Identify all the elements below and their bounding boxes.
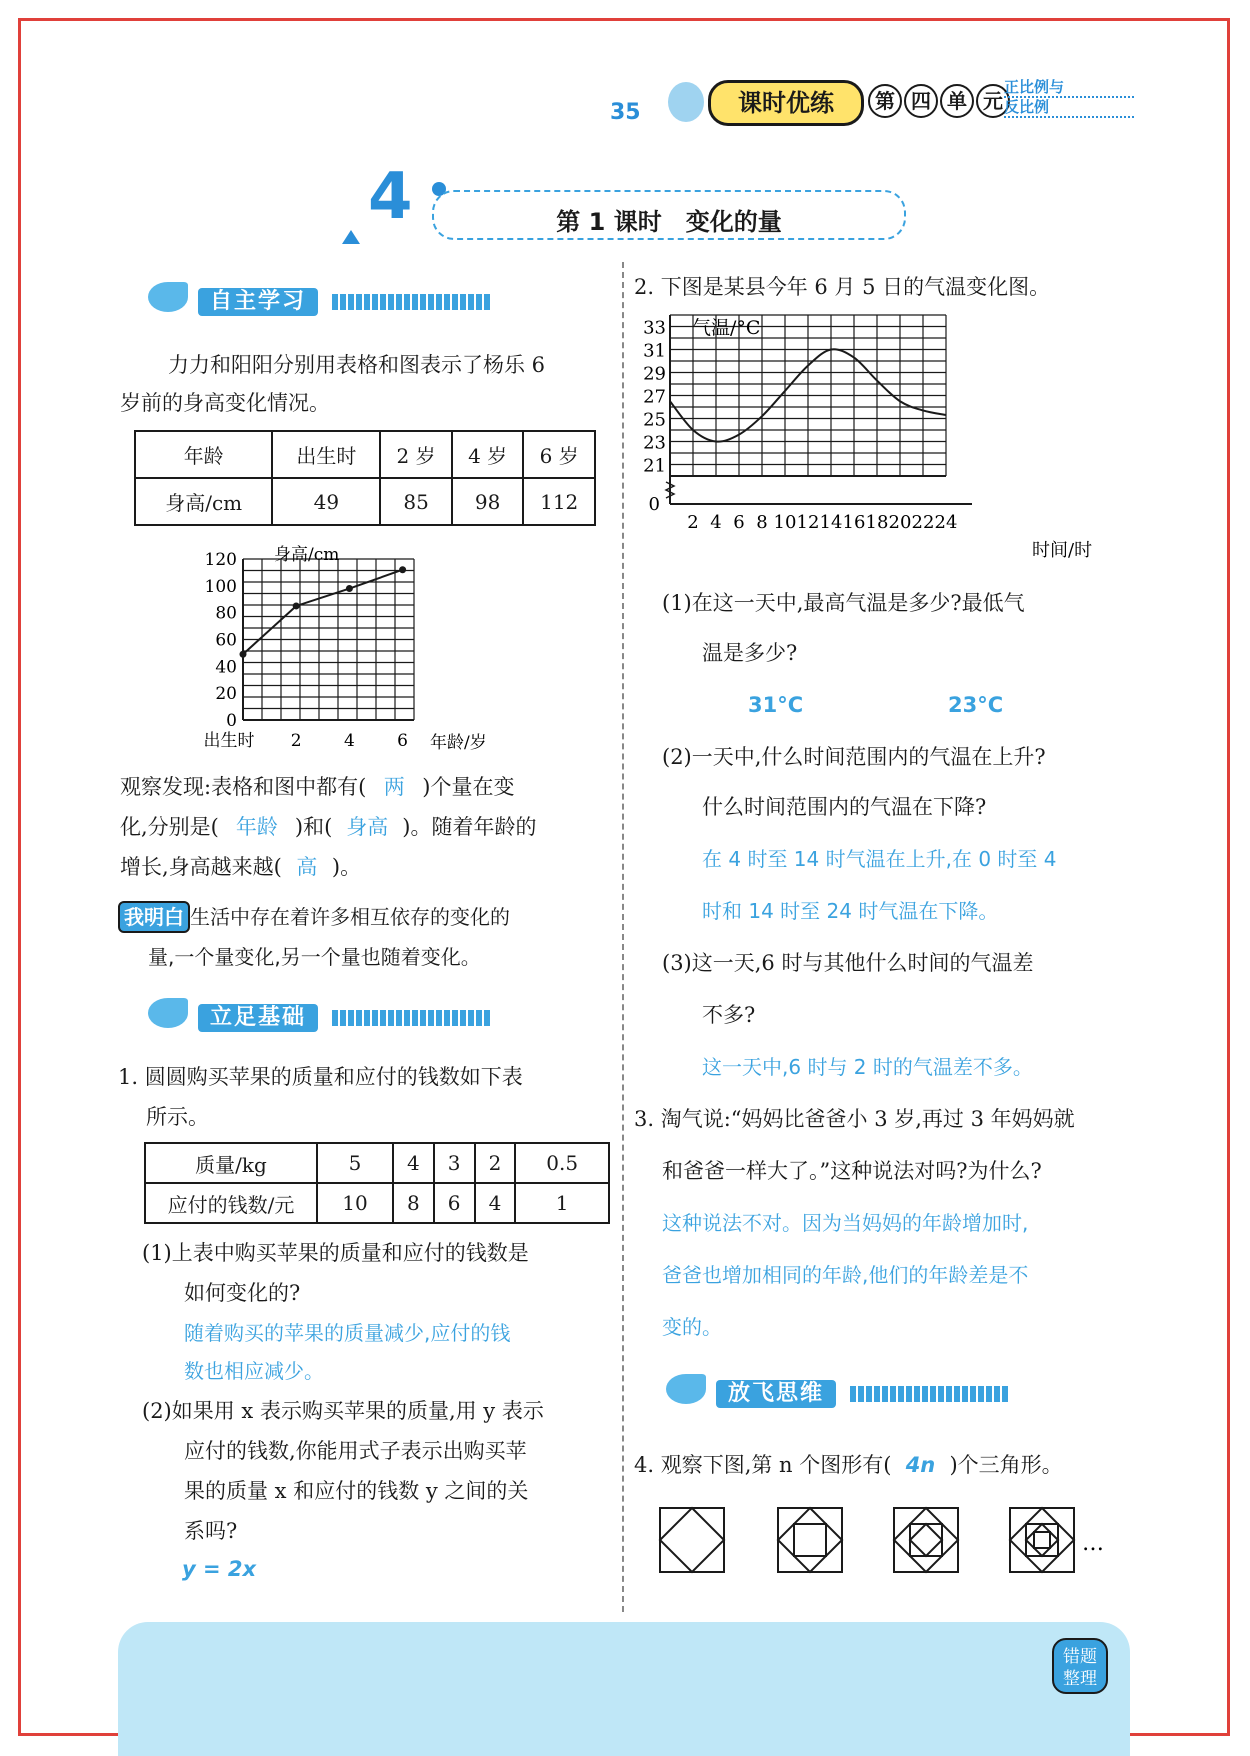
q2-answer-min: 23°C [948, 693, 1004, 717]
x-tick-label: 6 [733, 512, 745, 533]
data-point [346, 585, 353, 592]
q2-part: 什么时间范围内的气温在下降? [702, 795, 987, 819]
table-cell: 98 [452, 478, 524, 525]
x-tick-label: 2 [290, 731, 302, 751]
observe-line [120, 848, 361, 886]
table-row [145, 1143, 609, 1183]
x-tick-label: 12 [796, 512, 820, 533]
q2-answer: 这一天中,6 时与 2 时的气温差不多。 [702, 1055, 1033, 1079]
q2-part: (2)一天中,什么时间范围内的气温在上升? [662, 745, 1046, 769]
data-point [293, 602, 300, 609]
table-cell: 年龄 [135, 431, 272, 478]
answer: 4n [905, 1453, 936, 1477]
q3-answer: 爸爸也增加相同的年龄,他们的年龄差是不 [662, 1263, 1029, 1287]
q1-answer: 随着购买的苹果的质量减少,应付的钱 [184, 1321, 511, 1345]
q3-answer: 变的。 [662, 1315, 722, 1339]
data-point [240, 651, 247, 658]
x-tick-label: 22 [911, 512, 935, 533]
section-label: 自主学习 [198, 288, 318, 316]
lesson-title: 第 1 课时 变化的量 [556, 208, 782, 236]
bird-icon [148, 998, 188, 1028]
topic-line: 反比例 [1004, 98, 1134, 118]
unit-char: 四 [904, 84, 938, 118]
unit-char: 第 [868, 84, 902, 118]
answer: 年龄 [235, 815, 278, 839]
text: 观察发现:表格和图中都有( [120, 775, 367, 799]
observe-line [120, 808, 536, 846]
table-row [135, 478, 595, 525]
q1-part: 系吗? [184, 1519, 238, 1543]
x-tick-label: 出生时 [203, 731, 255, 751]
section-bar [332, 294, 492, 310]
q2-answer-max: 31°C [748, 693, 804, 717]
q2-answer: 时和 14 时至 24 时气温在下降。 [702, 899, 999, 923]
y-tick-label: 21 [643, 455, 666, 477]
table-cell: 出生时 [272, 431, 380, 478]
table-cell: 4 [393, 1143, 434, 1183]
intro-line: 力力和阳阳分别用表格和图表示了杨乐 6 [168, 353, 546, 377]
y-tick-label: 100 [204, 576, 237, 597]
chart-xlabel: 时间/时 [1032, 540, 1093, 561]
table-cell: 85 [380, 478, 452, 525]
text: )个三角形。 [949, 1453, 1063, 1477]
q4-stem [634, 1446, 1063, 1484]
table-cell: 3 [434, 1143, 475, 1183]
text: 4. 观察下图,第 n 个图形有( [634, 1453, 892, 1477]
x-tick-label: 6 [397, 731, 409, 751]
q2-part: 不多? [702, 1003, 756, 1027]
triangle-figures [656, 1500, 1116, 1580]
q1-part: 应付的钱数,你能用式子表示出购买苹 [184, 1439, 527, 1463]
section-self-study [148, 282, 548, 322]
section-basics [148, 998, 548, 1038]
y-tick-label: 33 [643, 317, 666, 339]
table-cell: 6 岁 [523, 431, 595, 478]
lesson-number: 4 [368, 160, 413, 234]
table-cell: 0.5 [515, 1143, 609, 1183]
y-tick-label: 25 [643, 409, 666, 431]
q1-part: 如何变化的? [184, 1281, 301, 1305]
column-divider [622, 262, 624, 1612]
q1-part: (1)上表中购买苹果的质量和应付的钱数是 [142, 1241, 529, 1265]
q1-stem: 1. 圆圆购买苹果的质量和应付的钱数如下表 [118, 1065, 523, 1089]
table-cell: 10 [317, 1183, 393, 1223]
text: 增长,身高越来越( [120, 855, 282, 879]
q2-part: 温是多少? [702, 641, 798, 665]
q1-answer: 数也相应减少。 [184, 1359, 324, 1383]
understand-badge: 我明白 [118, 901, 190, 933]
table-cell: 1 [515, 1183, 609, 1223]
x-tick-label: 2 [687, 512, 699, 533]
table-cell: 应付的钱数/元 [145, 1183, 317, 1223]
y-tick-label: 27 [643, 386, 666, 408]
section-thinking [666, 1374, 1066, 1414]
q1-part: (2)如果用 x 表示购买苹果的质量,用 y 表示 [142, 1399, 544, 1423]
figure-4 [1010, 1508, 1074, 1572]
height-table [134, 430, 596, 526]
q2-part: (3)这一天,6 时与其他什么时间的气温差 [662, 951, 1034, 975]
table-cell: 身高/cm [135, 478, 272, 525]
x-tick-label: 24 [934, 512, 958, 533]
observe-line [120, 768, 514, 806]
unit-char: 单 [940, 84, 974, 118]
page-number: 35 [610, 100, 641, 125]
badge-line: 整理 [1063, 1669, 1097, 1689]
table-cell: 2 岁 [380, 431, 452, 478]
y-tick-label: 120 [204, 550, 237, 570]
chart-xlabel: 年龄/岁 [430, 733, 487, 753]
unit-topic [1004, 78, 1134, 118]
chart-ylabel: 气温/°C [692, 317, 761, 339]
ellipsis: … [1082, 1531, 1104, 1556]
topic-line: 正比例与 [1004, 78, 1134, 98]
footer-band [118, 1622, 1130, 1756]
q1-answer: y = 2x [182, 1557, 257, 1581]
bird-icon [148, 282, 188, 312]
x-tick-label: 4 [343, 731, 355, 751]
text: )。 [331, 855, 362, 879]
understand-line: 量,一个量变化,另一个量也随着变化。 [148, 945, 481, 969]
table-cell: 2 [475, 1143, 516, 1183]
section-bar [850, 1386, 1010, 1402]
answer: 两 [383, 775, 405, 799]
figure-1 [660, 1508, 724, 1572]
table-cell: 8 [393, 1183, 434, 1223]
y-tick-label: 40 [215, 657, 237, 678]
series-header [668, 78, 1128, 124]
figure-3 [894, 1508, 958, 1572]
height-chart [203, 536, 530, 766]
q2-answer: 在 4 时至 14 时气温在上升,在 0 时至 4 [702, 847, 1057, 871]
origin-label: 0 [648, 494, 660, 515]
q3-stem: 3. 淘气说:“妈妈比爸爸小 3 岁,再过 3 年妈妈就 [634, 1107, 1075, 1131]
section-label: 放飞思维 [716, 1380, 836, 1408]
y-tick-label: 23 [643, 432, 666, 454]
x-tick-label: 16 [842, 512, 866, 533]
lesson-title-box [432, 190, 906, 240]
table-cell: 112 [523, 478, 595, 525]
table-cell: 4 [475, 1183, 516, 1223]
mascot-icon [668, 82, 704, 122]
section-bar [332, 1010, 492, 1026]
table-cell: 质量/kg [145, 1143, 317, 1183]
unit-char: 元 [976, 84, 1010, 118]
x-tick-label: 14 [819, 512, 843, 533]
intro-line: 岁前的身高变化情况。 [120, 391, 330, 415]
y-tick-label: 0 [226, 711, 237, 731]
x-tick-label: 4 [710, 512, 722, 533]
table-row [135, 431, 595, 478]
answer: 身高 [346, 815, 389, 839]
series-title: 课时优练 [708, 80, 864, 126]
text: )个量在变 [422, 775, 515, 799]
x-tick-label: 10 [773, 512, 797, 533]
table-cell: 5 [317, 1143, 393, 1183]
answer: 高 [296, 855, 318, 879]
understand-line [118, 898, 510, 936]
temperature-chart [643, 316, 1130, 566]
chart-ylabel: 身高/cm [274, 545, 340, 565]
text: )和( [294, 815, 333, 839]
x-tick-label: 20 [888, 512, 912, 533]
text: 化,分别是( [120, 815, 219, 839]
q2-stem: 2. 下图是某县今年 6 月 5 日的气温变化图。 [634, 275, 1051, 299]
q3-stem: 和爸爸一样大了。”这种说法对吗?为什么? [662, 1159, 1042, 1183]
q1-part: 果的质量 x 和应付的钱数 y 之间的关 [184, 1479, 529, 1503]
x-tick-label: 8 [756, 512, 768, 533]
apple-table [144, 1142, 610, 1224]
lesson-banner [336, 160, 908, 244]
figure-2 [778, 1508, 842, 1572]
error-review-badge [1052, 1638, 1108, 1694]
x-tick-label: 18 [865, 512, 889, 533]
y-tick-label: 60 [215, 630, 237, 651]
q1-stem: 所示。 [146, 1105, 209, 1129]
table-cell: 6 [434, 1183, 475, 1223]
y-tick-label: 29 [643, 363, 666, 385]
y-tick-label: 31 [643, 340, 666, 362]
q3-answer: 这种说法不对。因为当妈妈的年龄增加时, [662, 1211, 1029, 1235]
table-cell: 4 岁 [452, 431, 524, 478]
section-label: 立足基础 [198, 1004, 318, 1032]
table-cell: 49 [272, 478, 380, 525]
text: 生活中存在着许多相互依存的变化的 [190, 905, 510, 929]
table-row [145, 1183, 609, 1223]
triangle-icon [342, 230, 360, 244]
data-point [399, 566, 406, 573]
q2-part: (1)在这一天中,最高气温是多少?最低气 [662, 591, 1025, 615]
text: )。随着年龄的 [402, 815, 537, 839]
badge-line: 错题 [1063, 1647, 1097, 1667]
y-tick-label: 20 [215, 684, 237, 705]
bird-icon [666, 1374, 706, 1404]
y-tick-label: 80 [215, 603, 237, 624]
